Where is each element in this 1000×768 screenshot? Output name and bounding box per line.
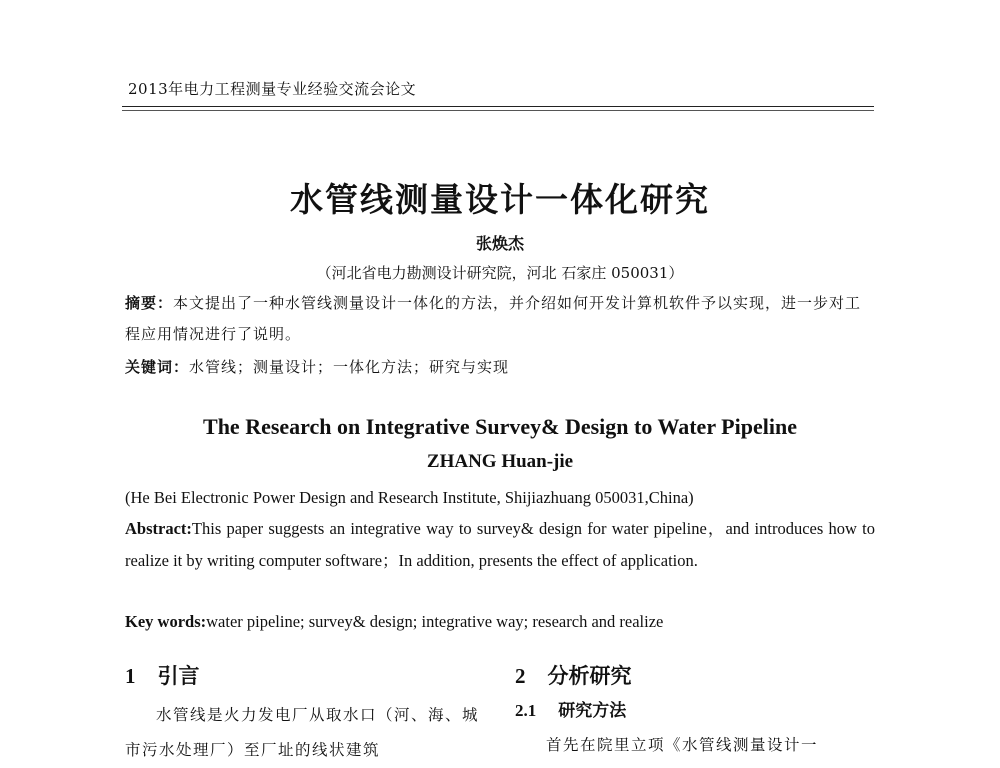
keywords-cn-label: 关键词： (125, 358, 190, 376)
header-rule (122, 106, 874, 107)
header-rule-thin (122, 110, 874, 111)
author-en: ZHANG Huan-jie (426, 451, 574, 472)
keywords-en (125, 606, 875, 638)
keywords-en-text: water pipeline; survey& design; integrative way; research and realize (206, 612, 664, 631)
author-cn: 张焕杰 (475, 234, 524, 253)
affiliation-en: (He Bei Electronic Power Design and Research Institute, Shijiazhuang 050031,China) (125, 488, 694, 507)
section-2-title: 分析研究 (547, 664, 632, 688)
abstract-cn (125, 288, 875, 350)
abstract-cn-label: 摘要： (125, 294, 174, 312)
keywords-en-label: Key words: (125, 612, 207, 631)
section-1-heading (125, 660, 200, 690)
affiliation-cn: （河北省电力勘测设计研究院，河北 石家庄 050031） (316, 264, 684, 282)
abstract-en-label: Abstract: (125, 519, 192, 538)
keywords-cn (125, 352, 875, 383)
section-1-title: 引言 (157, 664, 200, 688)
section-2-1-number: 2.1 (515, 701, 537, 720)
body-column-2: 首先在院里立项《水管线测量设计一 (546, 736, 819, 754)
section-2-heading (515, 660, 632, 690)
section-2-number: 2 (515, 664, 526, 688)
keywords-cn-text: 水管线；测量设计；一体化方法；研究与实现 (189, 358, 510, 376)
section-1-number: 1 (125, 664, 136, 688)
title-cn: 水管线测量设计一体化研究 (290, 180, 710, 219)
abstract-en (125, 513, 875, 576)
abstract-en-text: This paper suggests an integrative way to survey& design for water pipeline，and introduces how to realize it by writing computer software；In addition, presents the effect of application. (125, 519, 875, 570)
section-2-1-heading (515, 696, 626, 721)
body-column-1: 水管线是火力发电厂从取水口（河、海、城市污水处理厂）至厂址的线状建筑 (125, 706, 480, 759)
title-en: The Research on Integrative Survey& Design to Water Pipeline (203, 414, 797, 439)
section-2-1-title: 研究方法 (558, 701, 627, 721)
abstract-cn-text: 本文提出了一种水管线测量设计一体化的方法，并介绍如何开发计算机软件予以实现，进一步对工程应用情况进行了说明。 (125, 294, 862, 343)
running-head: 2013年电力工程测量专业经验交流会论文 (128, 80, 417, 98)
